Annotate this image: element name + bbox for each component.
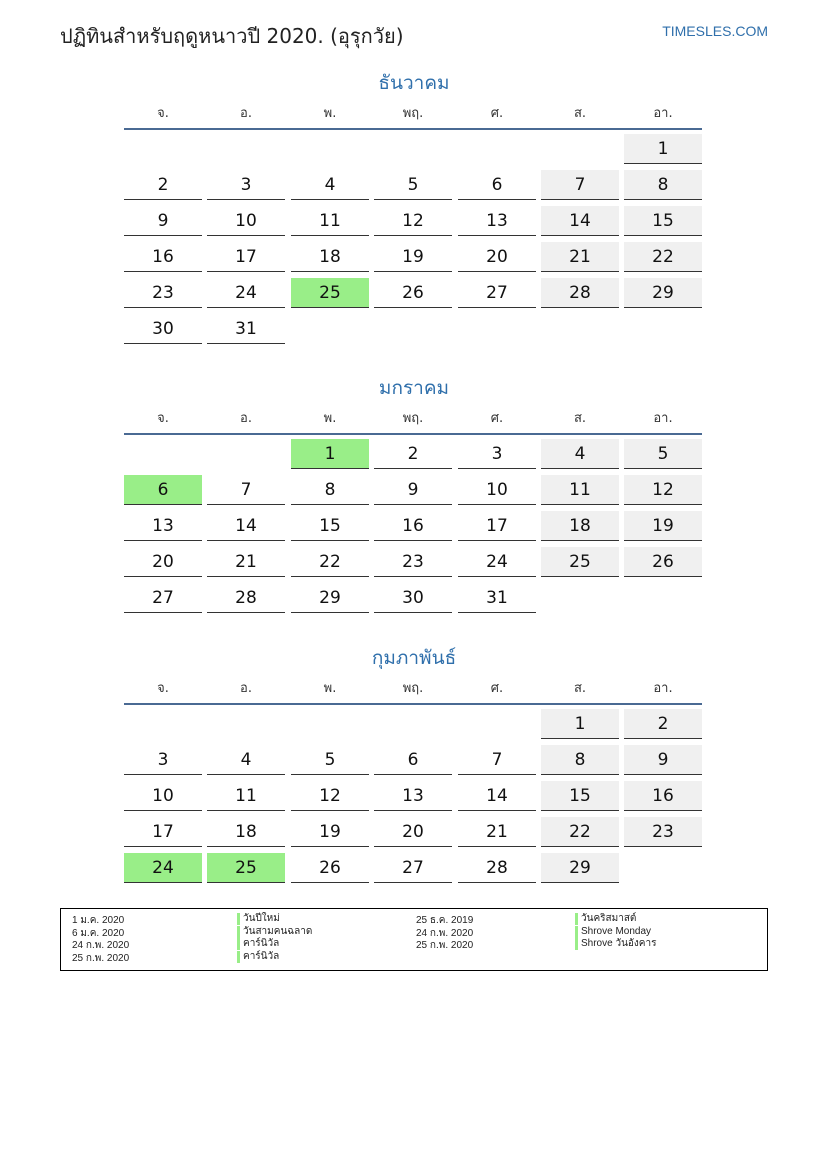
day-cell: 23	[124, 278, 202, 308]
weekday-label: พ.	[323, 106, 337, 121]
day-cell: 18	[207, 817, 285, 847]
day-cell: 28	[207, 583, 285, 613]
legend-holiday-name: คาร์นิวัล	[237, 951, 279, 963]
legend-date: 24 ก.พ. 2020	[416, 927, 474, 939]
weekday-header	[124, 407, 704, 429]
day-cell: 14	[207, 511, 285, 541]
month-name: กุมภาพันธ์	[371, 647, 457, 669]
day-cell: 16	[124, 242, 202, 272]
day-cell: 4	[207, 745, 285, 775]
day-cell: 29	[291, 583, 369, 613]
day-cell: 22	[291, 547, 369, 577]
day-cell: 8	[624, 170, 702, 200]
day-cell: 5	[624, 439, 702, 469]
page-title: ปฏิทินสำหรับฤดูหนาวปี 2020. (อุรุกวัย)	[60, 24, 404, 48]
day-cell: 26	[374, 278, 452, 308]
day-cell: 5	[291, 745, 369, 775]
legend-date: 25 ก.พ. 2020	[72, 953, 130, 965]
day-cell: 20	[374, 817, 452, 847]
day-cell: 11	[207, 781, 285, 811]
weekday-label: ศ.	[490, 681, 504, 696]
weekday-label: พฤ.	[402, 106, 424, 121]
legend-date: 1 ม.ค. 2020	[72, 915, 125, 926]
day-cell: 30	[124, 314, 202, 344]
day-cell: 15	[624, 206, 702, 236]
day-cell: 12	[374, 206, 452, 236]
month-name: ธันวาคม	[378, 72, 450, 94]
weekday-label: อ.	[240, 681, 252, 696]
day-cell: 26	[291, 853, 369, 883]
day-cell: 20	[124, 547, 202, 577]
day-cell: 18	[291, 242, 369, 272]
day-cell: 20	[458, 242, 536, 272]
day-cell: 2	[374, 439, 452, 469]
weekday-header	[124, 102, 704, 124]
day-cell: 21	[458, 817, 536, 847]
weekday-label: ศ.	[490, 411, 504, 426]
brand-link[interactable]: TIMESLES.COM	[662, 23, 768, 39]
day-cell: 10	[124, 781, 202, 811]
day-cell: 9	[124, 206, 202, 236]
day-cell: 5	[374, 170, 452, 200]
weekday-label: ส.	[573, 106, 587, 121]
day-cell: 6	[374, 745, 452, 775]
day-cell: 12	[624, 475, 702, 505]
weekday-header	[124, 677, 704, 699]
legend-date: 6 ม.ค. 2020	[72, 927, 125, 939]
weekday-label: อ.	[240, 106, 252, 121]
weekday-label: อา.	[653, 681, 673, 696]
legend-holiday-name: วันสามคนฉลาด	[237, 926, 312, 938]
header-rule	[124, 128, 702, 130]
day-cell: 4	[541, 439, 619, 469]
legend-date: 25 ก.พ. 2020	[416, 940, 474, 952]
weekday-label: จ.	[157, 106, 169, 121]
weekday-label: พฤ.	[402, 681, 424, 696]
weekday-label: ส.	[573, 681, 587, 696]
weekday-label: อ.	[240, 411, 252, 426]
legend-holiday-name: คาร์นิวัล	[237, 938, 279, 950]
weekday-label: พฤ.	[402, 411, 424, 426]
holiday-day-cell: 1	[291, 439, 369, 469]
holiday-day-cell: 24	[124, 853, 202, 883]
day-cell: 10	[207, 206, 285, 236]
day-cell: 21	[541, 242, 619, 272]
weekday-label: จ.	[157, 681, 169, 696]
day-cell: 18	[541, 511, 619, 541]
month-block	[124, 643, 704, 878]
day-cell: 27	[124, 583, 202, 613]
day-cell: 13	[124, 511, 202, 541]
month-block	[124, 68, 704, 339]
weekday-label: พ.	[323, 681, 337, 696]
holiday-day-cell: 25	[207, 853, 285, 883]
day-cell: 13	[374, 781, 452, 811]
weekday-label: ส.	[573, 411, 587, 426]
month-name: มกราคม	[378, 377, 450, 399]
day-cell: 3	[207, 170, 285, 200]
weekday-label: อา.	[653, 106, 673, 121]
day-cell: 11	[291, 206, 369, 236]
day-cell: 25	[541, 547, 619, 577]
day-cell: 9	[624, 745, 702, 775]
day-cell: 15	[541, 781, 619, 811]
weekday-label: พ.	[323, 411, 337, 426]
day-cell: 16	[374, 511, 452, 541]
day-cell: 19	[624, 511, 702, 541]
day-cell: 8	[541, 745, 619, 775]
day-cell: 3	[124, 745, 202, 775]
month-block	[124, 373, 704, 608]
weekday-label: อา.	[653, 411, 673, 426]
day-cell: 22	[624, 242, 702, 272]
legend-holiday-name: วันคริสมาสต์	[575, 913, 636, 925]
day-cell: 14	[458, 781, 536, 811]
day-cell: 17	[458, 511, 536, 541]
day-cell: 29	[624, 278, 702, 308]
day-cell: 19	[374, 242, 452, 272]
day-cell: 10	[458, 475, 536, 505]
day-cell: 15	[291, 511, 369, 541]
day-cell: 9	[374, 475, 452, 505]
day-cell: 21	[207, 547, 285, 577]
day-cell: 7	[207, 475, 285, 505]
day-cell: 2	[124, 170, 202, 200]
weekday-label: จ.	[157, 411, 169, 426]
day-cell: 24	[207, 278, 285, 308]
legend-holiday-name: Shrove Monday	[575, 926, 651, 938]
day-cell: 23	[374, 547, 452, 577]
holiday-day-cell: 25	[291, 278, 369, 308]
day-cell: 13	[458, 206, 536, 236]
day-cell: 31	[207, 314, 285, 344]
day-cell: 7	[541, 170, 619, 200]
day-cell: 1	[624, 134, 702, 164]
day-cell: 22	[541, 817, 619, 847]
legend-date: 25 ธ.ค. 2019	[416, 915, 474, 926]
legend-holiday-name: Shrove วันอังคาร	[575, 938, 656, 950]
day-cell: 4	[291, 170, 369, 200]
day-cell: 26	[624, 547, 702, 577]
day-cell: 1	[541, 709, 619, 739]
day-cell: 23	[624, 817, 702, 847]
day-cell: 30	[374, 583, 452, 613]
holiday-day-cell: 6	[124, 475, 202, 505]
day-cell: 19	[291, 817, 369, 847]
day-cell: 8	[291, 475, 369, 505]
legend-date: 24 ก.พ. 2020	[72, 940, 130, 952]
day-cell: 29	[541, 853, 619, 883]
day-cell: 31	[458, 583, 536, 613]
weekday-label: ศ.	[490, 106, 504, 121]
day-cell: 27	[374, 853, 452, 883]
day-cell: 6	[458, 170, 536, 200]
day-cell: 17	[124, 817, 202, 847]
day-cell: 3	[458, 439, 536, 469]
day-cell: 16	[624, 781, 702, 811]
day-cell: 27	[458, 278, 536, 308]
day-cell: 7	[458, 745, 536, 775]
day-cell: 12	[291, 781, 369, 811]
day-cell: 17	[207, 242, 285, 272]
day-cell: 28	[458, 853, 536, 883]
header-rule	[124, 433, 702, 435]
holiday-legend	[60, 908, 768, 971]
day-cell: 11	[541, 475, 619, 505]
legend-holiday-name: วันปีใหม่	[237, 913, 280, 925]
day-cell: 28	[541, 278, 619, 308]
day-cell: 2	[624, 709, 702, 739]
day-cell: 14	[541, 206, 619, 236]
day-cell: 24	[458, 547, 536, 577]
header-rule	[124, 703, 702, 705]
